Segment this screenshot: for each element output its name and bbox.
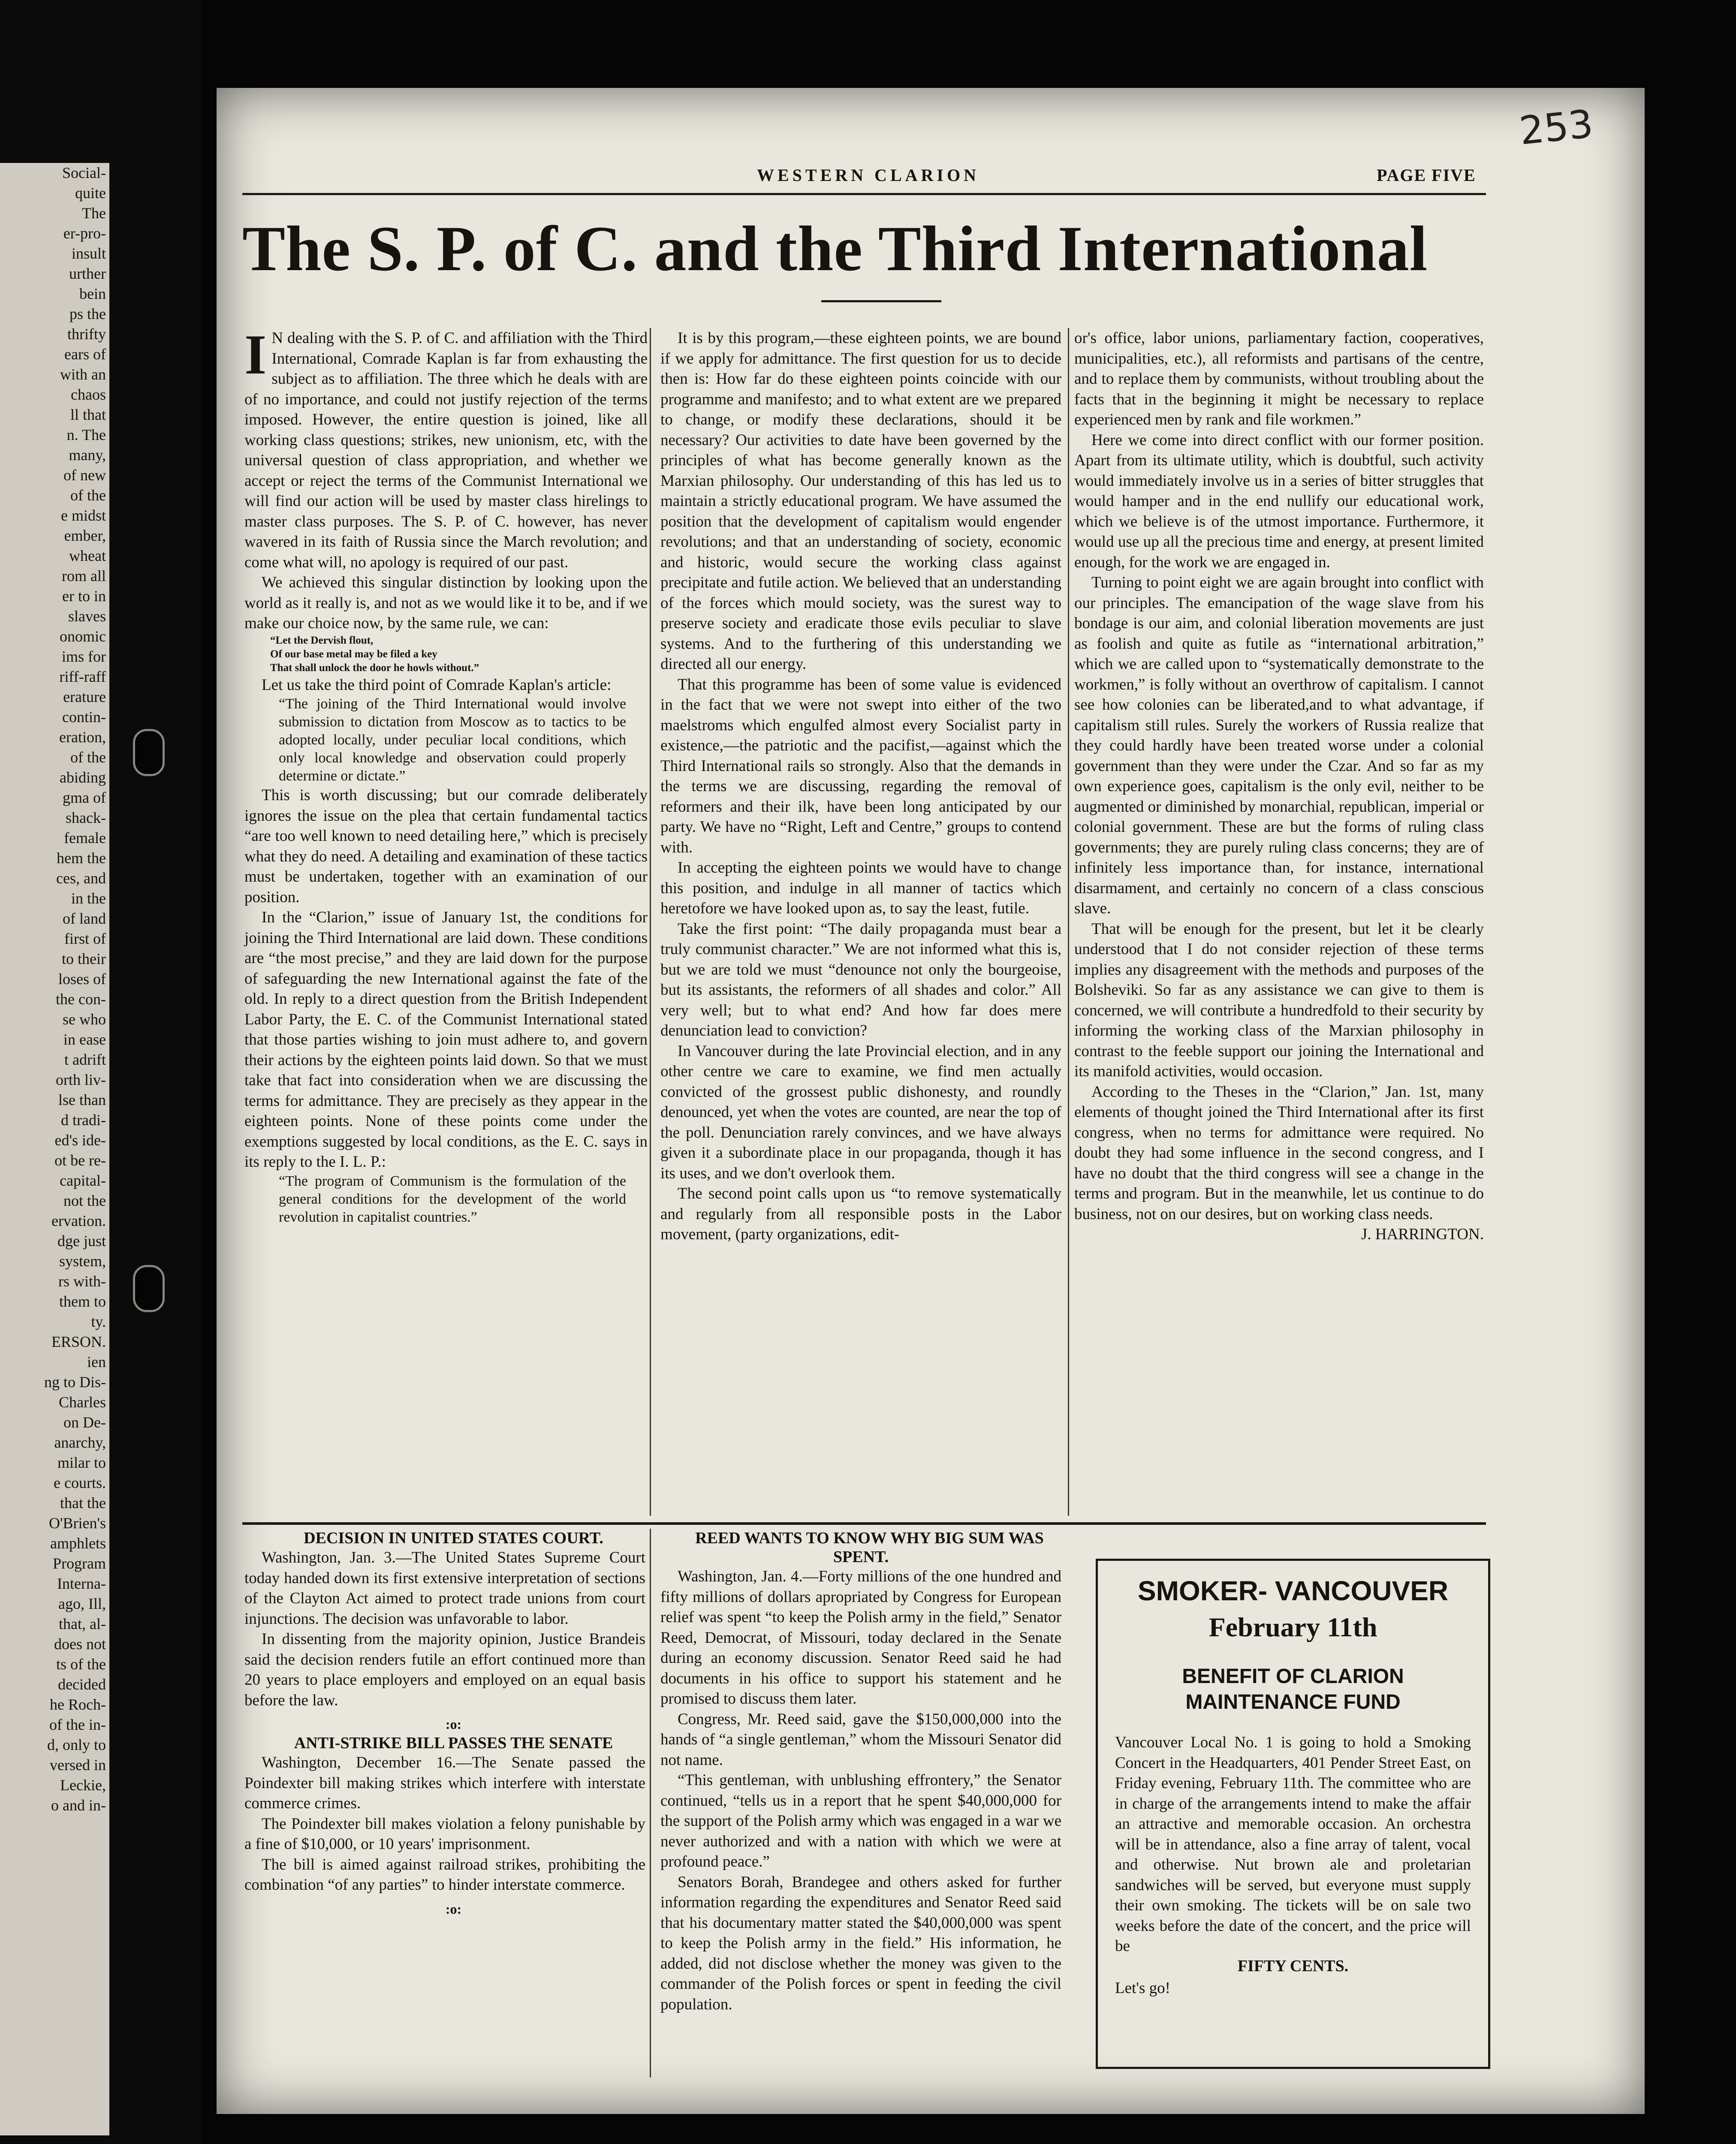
previous-page-line: to their — [62, 950, 106, 967]
dropcap: I — [244, 323, 267, 386]
previous-page-line: them to — [59, 1293, 106, 1310]
previous-page-line: onomic — [60, 628, 106, 645]
previous-page-line: that the — [60, 1494, 106, 1512]
paper-name: WESTERN CLARION — [757, 166, 980, 185]
previous-page-line: lse than — [58, 1091, 106, 1108]
previous-page-line: orth liv- — [56, 1071, 106, 1088]
smoker-announcement — [1096, 1559, 1490, 2069]
previous-page-line: abiding — [60, 769, 106, 786]
previous-page-line: gma of — [63, 789, 106, 806]
previous-page-line: Charles — [59, 1394, 106, 1411]
smoker-title: SMOKER- VANCOUVER — [1137, 1575, 1449, 1606]
block-quote: “The program of Communism is the formulation of the general conditions for the development of the world revolution in capitalist countries.” — [279, 1173, 626, 1225]
previous-page-line: chaos — [71, 386, 106, 403]
previous-page-line: rom all — [62, 567, 106, 584]
paragraph: In dissenting from the majority opinion, Justice Brandeis said the decision renders futile an effort continued more than 20 years to place employers and employed on an equal basis before the law. — [244, 1630, 645, 1709]
column-divider — [1068, 328, 1069, 1516]
verse-line: Of our base metal may be filed a key — [270, 648, 437, 660]
previous-page-line: ervation. — [51, 1212, 106, 1229]
previous-page-line: ears of — [64, 346, 106, 363]
paragraph: Washington, Jan. 4.—Forty millions of the one hundred and fifty millions of dollars apropriated by Congress for European relief was spent “to keep the Polish army in the field,” Senator Reed, Democrat, of Missouri, today declared in the Senate during an economy discussion. Senator Reed said he had documents in his office to support his statement and he promised to discuss them later. — [660, 1568, 1061, 1707]
previous-page-line: he Roch- — [50, 1696, 106, 1713]
bottom-column-2 — [660, 1529, 1061, 2015]
paragraph: Turning to point eight we are again brought into conflict with our principles. The emancipation of the wage slave from his bondage is our aim, and colonial liberation movements are just as foolish and quite as futile as “international arbitration,” which we are called upon to “systematically demonstrate to the workmen,” is folly without an overthrow of capitalism. I cannot see how colonies can be liberated,and to what advantage, if capitalism still rules. Surely the workers of Russia realize that they could hardly have been treated worse under a colonial government than they were under the Czar. And so far as my own experience goes, capitalism is the only evil, neither to be augmented or diminished by monarchial, republican, imperial or colonial government. These are but the forms of ruling class governments; they are purely ruling class concerns; they are of infinitely less importance than, for instance, international disarmament, and certainly no concern of a class conscious slave. — [1074, 574, 1484, 917]
paragraph: This is worth discussing; but our comrade deliberately ignores the issue on the plea that certain fundamental tactics “are too well known to need detailing here,” which is precisely what they do need. A detailing and examination of these tactics must be undertaken, together with an examination of our position. — [244, 786, 648, 906]
previous-page-line: The — [82, 205, 106, 222]
previous-page-line: hem the — [57, 849, 106, 867]
article-column-3 — [1074, 328, 1484, 1245]
previous-page-line: in ease — [63, 1031, 106, 1048]
paragraph: The bill is aimed against railroad strikes, prohibiting the combination “of any parties” to hinder interstate commerce. — [244, 1855, 645, 1894]
smoker-date: February 11th — [1209, 1612, 1377, 1642]
previous-page-line: shack- — [66, 809, 106, 826]
previous-page-line: t adrift — [64, 1051, 106, 1068]
paragraph: Here we come into direct conflict with our former position. Apart from its ultimate utility, which is doubtful, such activity would immediately involve us in a series of bitter struggles that would hamper and in the end nullify our educational work, which we believe is of the utmost importance. Furthermore, it would use up all the precious time and energy, at present limited enough, for the work we are engaged in. — [1074, 431, 1484, 571]
previous-page-line: dge just — [57, 1232, 106, 1250]
paragraph: Washington, December 16.—The Senate passed the Poindexter bill making strikes which interfere with interstate commerce crimes. — [244, 1754, 645, 1812]
previous-page-line: female — [64, 829, 106, 846]
smoker-body: Vancouver Local No. 1 is going to hold a Smoking Concert in the Headquarters, 401 Pender Street East, on Friday evening, February 11th. The committee who are in charge of the arrangements intend to make the affair an attractive and memorable occasion. An orchestra will be in attendance, also a fine array of talent, vocal and otherwise. Nut brown ale and proletarian sandwiches will be served, but everyone must supply their own smoking. The tickets will be on sale two weeks before the date of the concert, and the price will be — [1115, 1734, 1471, 1955]
column-divider — [650, 1529, 651, 2078]
previous-page-line: riff-raff — [59, 668, 106, 685]
previous-page-line: ien — [87, 1353, 106, 1370]
bottom-column-1 — [244, 1529, 645, 1918]
paragraph: Let us take the third point of Comrade Kaplan's article: — [262, 676, 612, 694]
paragraph: The Poindexter bill makes violation a felony punishable by a fine of $10,000, or 10 years' imprisonment. — [244, 1815, 645, 1853]
previous-page-line: milar to — [57, 1454, 106, 1471]
article-column-1 — [244, 323, 648, 1226]
block-quote: “The joining of the Third International would involve submission to dictation from Moscow as to tactics to be adopted locally, under peculiar local conditions, which only local knowledge and observation could properly determine or dictate.” — [279, 696, 626, 784]
previous-page-strip — [0, 163, 109, 2135]
court-headline: DECISION IN UNITED STATES COURT. — [304, 1529, 603, 1547]
previous-page-line: first of — [64, 930, 106, 947]
previous-page-line: of the in- — [49, 1716, 106, 1733]
previous-page-line: se who — [63, 1011, 106, 1028]
newspaper-page — [217, 88, 1645, 2114]
previous-page-line: does not — [54, 1635, 106, 1653]
lead-text: N dealing with the S. P. of C. and affiliation with the Third International, Comrade Kaplan is far from exhausting the subject as to affiliation. The three which he deals with are of no importance, and could not justify rejection of the terms imposed. However, the entire question is joined, like all working class questions; strikes, new unionism, etc, with the universal question of class appropriation, and whether we accept or reject the terms of the Communist International we will find our action will be used by master class hirelings to master class purposes. The S. P. of C. however, has never wavered in its faith of Russia since the March revolution; and come what will, no apology is required of our past. — [244, 329, 648, 571]
paragraph: According to the Theses in the “Clarion,” Jan. 1st, many elements of thought joined the Third International after its first congress, when no terms for admittance were required. No doubt they had some influence in the second congress, and I have no doubt that the third congress will see a change in the terms and program. But in the meanwhile, let us continue to do business, not on our desires, but on working class needs. — [1074, 1083, 1484, 1223]
smoker-closing: Let's go! — [1115, 1979, 1170, 1997]
previous-page-line: of new — [63, 467, 106, 484]
previous-page-line: versed in — [50, 1756, 106, 1774]
film-margin — [0, 0, 202, 2144]
paragraph: or's office, labor unions, parliamentary faction, cooperatives, municipalities, etc.), all reformists and partisans of the centre, and to replace them by communists, without troubling about the facts that in the beginning it might be necessary to replace experienced men by rank and file workmen.” — [1074, 329, 1484, 428]
previous-page-line: wheat — [69, 547, 106, 564]
previous-page-line: many, — [69, 446, 106, 464]
previous-page-line: Social- — [62, 164, 106, 181]
previous-page-line: er-pro- — [63, 225, 106, 242]
previous-page-line: ot be re- — [54, 1152, 106, 1169]
column-divider — [650, 328, 651, 1516]
previous-page-line: insult — [71, 245, 106, 262]
paragraph: Take the first point: “The daily propaganda must bear a truly communist character.” We are not informed what this is, but we are told we must “denounce not only the bourgeoise, but its assistants, the reformers of all shades and color.” All very well; but to what end? And how far does mere denunciation lead to conviction? — [660, 920, 1061, 1039]
paragraph: “This gentleman, with unblushing effrontery,” the Senator continued, “tells us in a report that he spent $40,000,000 for the support of the Polish army which was engaged in a war we never authorized and with a nation with which we were at profound peace.” — [660, 1771, 1061, 1870]
previous-page-line: e courts. — [54, 1474, 106, 1491]
previous-page-line: ps the — [69, 305, 106, 322]
previous-page-line: Program — [53, 1555, 106, 1572]
previous-page-line: ERSON. — [51, 1333, 106, 1350]
previous-page-line: of the — [70, 749, 106, 766]
paragraph: Congress, Mr. Reed said, gave the $150,000,000 into the hands of “a single gentleman,” whom the Missouri Senator did not name. — [660, 1710, 1061, 1769]
paragraph: The second point calls upon us “to remove systematically and regularly from all responsible posts in the Labor movement, (party organizations, edit- — [660, 1185, 1061, 1243]
paragraph: Senators Borah, Brandegee and others asked for further information regarding the expenditures and Senator Reed said that his documentary matter stated the $40,000,000 was spent to keep the Polish army in the field.” His information, he added, did not disclose whether the money was given to the commander of the Polish forces or spent in feeding the civil population. — [660, 1873, 1061, 2013]
previous-page-line: slaves — [68, 608, 106, 625]
previous-page-line: contin- — [62, 708, 106, 726]
previous-page-line: quite — [75, 184, 106, 202]
previous-page-line: ty. — [91, 1313, 106, 1330]
previous-page-line: er to in — [62, 587, 106, 605]
previous-page-line: thrifty — [67, 325, 106, 343]
previous-page-line: erature — [63, 688, 106, 705]
article-column-2 — [660, 328, 1061, 1245]
reed-headline: REED WANTS TO KNOW WHY BIG SUM WAS SPENT. — [695, 1529, 1044, 1566]
paragraph: That this programme has been of some value is evidenced in the fact that we were not swept into either of the two maelstroms which engulfed almost every Socialist party in existence,—the patriotic and the pacifist,—against which the Third International rails so strongly. Also that the demands in the terms we are discussing, regarding the removal of reformers and their ilk, have been long anticipated by our party. We have no “Right, Left and Centre,” groups to contend with. — [660, 675, 1061, 856]
previous-page-line: bein — [79, 285, 106, 302]
previous-page-line: of the — [70, 487, 106, 504]
previous-page-line: amphlets — [50, 1535, 106, 1552]
previous-page-line: anarchy, — [54, 1434, 106, 1451]
paragraph: In the “Clarion,” issue of January 1st, the conditions for joining the Third International are laid down. These conditions are “the most precise,” and they are laid down for the purpose of safeguarding the new International against the fate of the old. In reply to a direct question from the British Independent Labor Party, the E. C. of the Communist International stated that those parties wishing to join must adhere to, and govern their actions by the eighteen points laid down. So that we must take that fact into consideration when we are discussing the terms for admittance. They are precisely as they appear in the eighteen points. None of these points come under the exemptions suggested by local conditions, as the E. C. says in its reply to the I. L. P.: — [244, 909, 648, 1171]
separator: :o: — [445, 1901, 462, 1917]
handwritten-folio: 253 — [1517, 101, 1596, 154]
previous-page-line: in the — [71, 890, 106, 907]
previous-page-line: ago, Ill, — [58, 1595, 106, 1612]
previous-page-line: decided — [58, 1676, 106, 1693]
header-rule — [242, 193, 1486, 195]
verse-line: “Let the Dervish flout, — [270, 634, 374, 646]
previous-page-line: d, only to — [47, 1736, 106, 1753]
paragraph: We achieved this singular distinction by looking upon the world as it really is, and not as we would like it to be, and if we make our choice now, by the same rule, we can: — [244, 574, 648, 632]
headline-dash — [821, 300, 941, 302]
section-rule — [242, 1522, 1486, 1525]
paragraph: In accepting the eighteen points we would have to change this position, and indulge in all manner of tactics which heretofore we have looked upon as, to say the least, futile. — [660, 859, 1061, 917]
paragraph: That will be enough for the present, but let it be clearly understood that I do not consider rejection of these terms implies any disagreement with the methods and purposes of the Bolsheviki. So far as any assistance we can give to them is concerned, we will contribute a hundredfold to their security by informing the working class of the Marxian philosophy in contrast to the feeble support our joining the International and its manifold activities, would occasion. — [1074, 920, 1484, 1080]
previous-page-line: Leckie, — [60, 1777, 106, 1794]
previous-page-line: of land — [63, 910, 106, 927]
smoker-price: FIFTY CENTS. — [1237, 1957, 1349, 1975]
antistrike-headline: ANTI-STRIKE BILL PASSES THE SENATE — [294, 1734, 613, 1752]
previous-page-line: d tradi- — [61, 1111, 106, 1129]
previous-page-line: ng to Dis- — [44, 1373, 106, 1391]
article-headline: The S. P. of C. and the Third International — [242, 213, 1428, 284]
previous-page-line: on De- — [63, 1414, 106, 1431]
previous-page-line: e midst — [61, 507, 106, 524]
previous-page-line: urther — [69, 265, 106, 282]
previous-page-line: capital- — [60, 1172, 106, 1189]
article-lead-paragraph — [244, 323, 648, 572]
previous-page-line: o and in- — [51, 1797, 106, 1814]
verse-line: That shall unlock the door he howls without.” — [270, 662, 479, 674]
binding-hole — [133, 729, 165, 776]
previous-page-line: system, — [59, 1253, 106, 1270]
previous-page-line: loses of — [58, 970, 106, 988]
previous-page-line: ts of the — [56, 1656, 106, 1673]
previous-page-line: eration, — [59, 729, 106, 746]
previous-page-line: not the — [63, 1192, 106, 1209]
paragraph: Washington, Jan. 3.—The United States Supreme Court today handed down its first extensive interpretation of sections of the Clayton Act aimed to protect trade unions from court injunctions. The decision was unfavorable to labor. — [244, 1549, 645, 1628]
paragraph: In Vancouver during the late Provincial election, and in any other centre we care to examine, we find men actually convicted of the grossest public dishonesty, and roundly denounced, yet when the votes are counted, are near the top of the poll. Denunciation rarely convinces, and we have always given it a subordinate place in our propaganda, though it has its uses, and we don't overlook them. — [660, 1042, 1061, 1182]
previous-page-line: rs with- — [58, 1273, 106, 1290]
previous-page-line: ll that — [70, 406, 106, 423]
signature: J. HARRINGTON. — [1361, 1226, 1484, 1243]
previous-page-line: that, al- — [59, 1615, 106, 1632]
page-number: PAGE FIVE — [1377, 166, 1476, 185]
separator: :o: — [445, 1716, 462, 1732]
previous-page-line: the con- — [56, 991, 106, 1008]
previous-page-line: ember, — [64, 527, 106, 544]
previous-page-line: with an — [60, 366, 106, 383]
previous-page-line: n. The — [66, 426, 106, 443]
smoker-subtitle: BENEFIT OF CLARION MAINTENANCE FUND — [1182, 1665, 1404, 1713]
previous-page-line: ed's ide- — [54, 1132, 106, 1149]
binding-hole — [133, 1265, 165, 1312]
paragraph: It is by this program,—these eighteen points, we are bound if we apply for admittance. The first question for us to decide then is: How far do these eighteen points coincide with our programme and manifesto; and to what extent are we prepared to change, or modify these declarations, should it be necessary? Our activities to date have been governed by the principles of what has become generally known as the Marxian philosophy. Our understanding of this has led us to maintain a strictly educational program. We have assumed the position that the development of capitalism would engender revolutions; and that an understanding of society, economic and historic, would secure the working class against precipitate and futile action. We believed that an understanding of the forces which mould society, was the surest way to preserve society and eradicate those evils peculiar to slave systems. And to the furthering of this understanding we directed all our energy. — [660, 329, 1061, 673]
previous-page-line: Interna- — [57, 1575, 106, 1592]
previous-page-line: ims for — [62, 648, 106, 665]
previous-page-line: ces, and — [56, 870, 106, 887]
previous-page-line: O'Brien's — [49, 1515, 106, 1532]
